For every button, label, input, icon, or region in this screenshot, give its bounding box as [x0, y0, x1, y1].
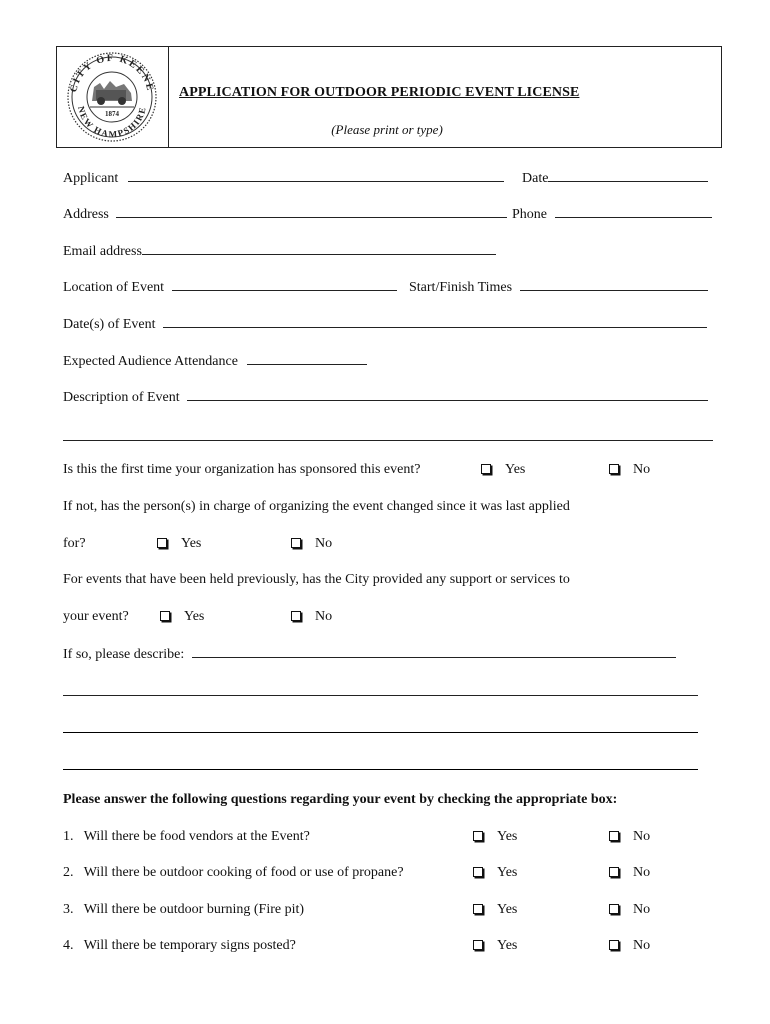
item-text: Will there be temporary signs posted?: [83, 938, 296, 953]
item-3-yes[interactable]: [473, 901, 517, 919]
location-label: Location of Event: [63, 280, 165, 295]
checkbox[interactable]: [609, 904, 619, 914]
checkbox[interactable]: [157, 538, 167, 548]
dates-label: Date(s) of Event: [63, 317, 156, 332]
checkbox[interactable]: [473, 904, 483, 914]
location-input[interactable]: [172, 278, 397, 291]
item-3-no[interactable]: [609, 901, 650, 919]
item-2-yes[interactable]: [473, 864, 517, 882]
checkbox[interactable]: [609, 831, 619, 841]
describe-line-3[interactable]: [63, 732, 698, 733]
no-label: No: [315, 536, 333, 551]
yes-label: Yes: [497, 829, 518, 844]
yes-label: Yes: [181, 536, 202, 551]
changed-question-line2: for?: [63, 536, 86, 551]
checkbox[interactable]: [473, 940, 483, 950]
item-4-no[interactable]: [609, 937, 650, 955]
checkbox[interactable]: [481, 464, 491, 474]
checkbox[interactable]: [473, 831, 483, 841]
support-yes[interactable]: [160, 608, 204, 626]
support-no[interactable]: [291, 608, 332, 626]
describe-row: [63, 645, 676, 664]
attendance-input[interactable]: [247, 352, 367, 365]
checklist-item-3: [63, 901, 304, 919]
checkbox[interactable]: [609, 940, 619, 950]
checkbox[interactable]: [609, 464, 619, 474]
no-label: No: [315, 609, 333, 624]
applicant-row: [63, 169, 504, 188]
checklist-heading: Please answer the following questions regarding your event by checking the appropriate box:: [63, 792, 618, 807]
checklist-item-4: [63, 937, 296, 955]
date-row: [522, 169, 708, 188]
checklist-item-1: [63, 828, 310, 846]
changed-yes[interactable]: [157, 535, 201, 553]
no-label: No: [633, 902, 651, 917]
form-subtitle: (Please print or type): [331, 122, 443, 137]
svg-text:NEW HAMPSHIRE: NEW HAMPSHIRE: [76, 105, 148, 140]
item-2-no[interactable]: [609, 864, 650, 882]
checklist-item-2: [63, 864, 404, 882]
first-time-yes[interactable]: [481, 461, 525, 479]
support-question-line2: your event?: [63, 609, 129, 624]
item-text: Will there be outdoor cooking of food or use of propane?: [83, 865, 404, 880]
checkbox[interactable]: [160, 611, 170, 621]
item-number: 4.: [63, 938, 74, 953]
describe-line-4[interactable]: [63, 769, 698, 770]
city-seal-logo: [64, 51, 160, 143]
seal-cell: [57, 47, 169, 147]
times-row: [409, 278, 708, 297]
date-input[interactable]: [548, 169, 708, 182]
item-text: Will there be food vendors at the Event?: [83, 829, 310, 844]
date-label: Date: [522, 171, 549, 186]
applicant-input[interactable]: [128, 169, 504, 182]
checkbox[interactable]: [473, 867, 483, 877]
no-label: No: [633, 829, 651, 844]
form-title: APPLICATION FOR OUTDOOR PERIODIC EVENT LICENSE: [179, 85, 580, 100]
times-input[interactable]: [520, 278, 708, 291]
item-1-yes[interactable]: [473, 828, 517, 846]
first-time-no[interactable]: [609, 461, 650, 479]
no-label: No: [633, 462, 651, 477]
yes-label: Yes: [497, 902, 518, 917]
checkbox[interactable]: [609, 867, 619, 877]
address-input[interactable]: [116, 205, 507, 218]
dates-row: [63, 315, 707, 334]
phone-row: [512, 205, 712, 224]
svg-text:1874: 1874: [105, 110, 119, 118]
item-1-no[interactable]: [609, 828, 650, 846]
description-label: Description of Event: [63, 390, 180, 405]
checkbox[interactable]: [291, 611, 301, 621]
attendance-label: Expected Audience Attendance: [63, 354, 238, 369]
location-row: [63, 278, 397, 297]
describe-line-2[interactable]: [63, 695, 698, 696]
item-4-yes[interactable]: [473, 937, 517, 955]
no-label: No: [633, 938, 651, 953]
describe-input[interactable]: [192, 645, 676, 658]
form-header: [56, 46, 722, 148]
phone-input[interactable]: [555, 205, 712, 218]
support-question-line1: For events that have been held previously, has the City provided any support or services to: [63, 572, 570, 587]
dates-input[interactable]: [163, 315, 707, 328]
yes-label: Yes: [184, 609, 205, 624]
email-input[interactable]: [142, 242, 496, 255]
yes-label: Yes: [505, 462, 526, 477]
item-number: 1.: [63, 829, 74, 844]
email-label: Email address: [63, 244, 142, 259]
changed-no[interactable]: [291, 535, 332, 553]
describe-label: If so, please describe:: [63, 647, 185, 662]
times-label: Start/Finish Times: [409, 280, 513, 295]
description-line-2[interactable]: [63, 440, 713, 441]
item-number: 2.: [63, 865, 74, 880]
phone-label: Phone: [512, 207, 547, 222]
checkbox[interactable]: [291, 538, 301, 548]
description-row: [63, 388, 708, 407]
email-row: [63, 242, 496, 261]
no-label: No: [633, 865, 651, 880]
yes-label: Yes: [497, 938, 518, 953]
address-label: Address: [63, 207, 109, 222]
applicant-label: Applicant: [63, 171, 119, 186]
changed-question-line1: If not, has the person(s) in charge of organizing the event changed since it was last applied: [63, 499, 570, 514]
item-text: Will there be outdoor burning (Fire pit): [83, 902, 305, 917]
address-row: [63, 205, 507, 224]
item-number: 3.: [63, 902, 74, 917]
description-input[interactable]: [187, 388, 708, 401]
first-time-question: Is this the first time your organization has sponsored this event?: [63, 462, 421, 477]
svg-text:CITY OF KEENE: CITY OF KEENE: [68, 52, 156, 94]
yes-label: Yes: [497, 865, 518, 880]
attendance-row: [63, 352, 367, 371]
